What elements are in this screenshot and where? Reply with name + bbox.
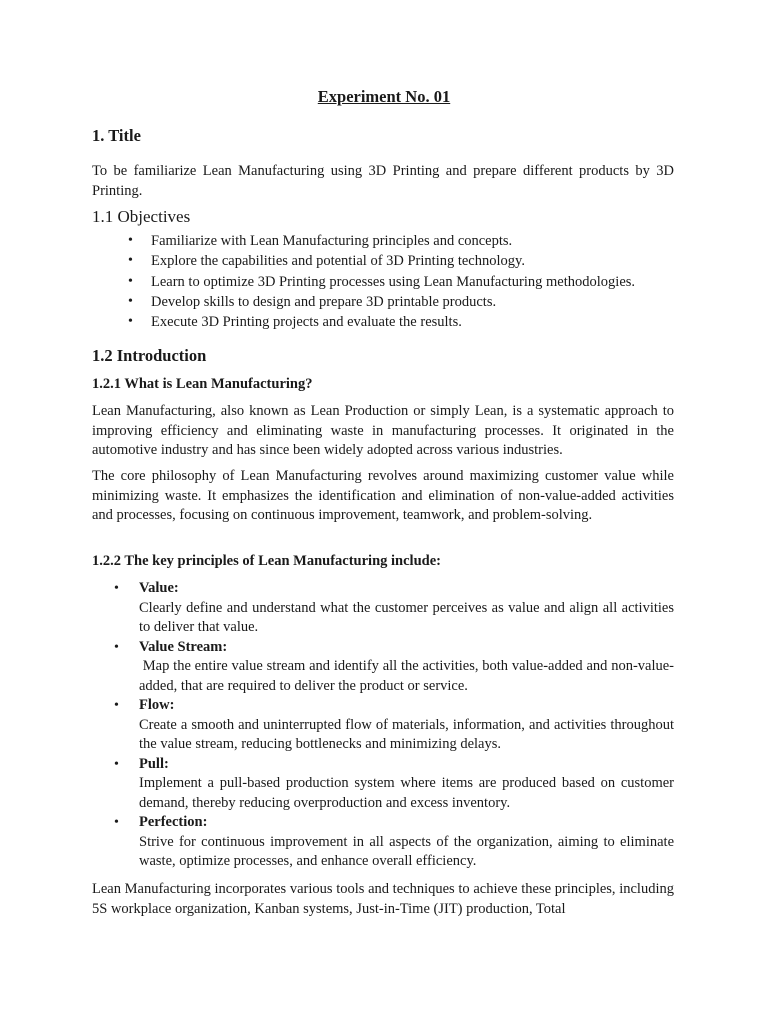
principle-description: Create a smooth and uninterrupted flow of materials, information, and activities throughout the value stream, reducing bottlenecks and minimizing delays. <box>139 716 674 752</box>
bullet-icon: • <box>128 233 133 248</box>
principles-list <box>92 579 674 872</box>
title-text: To be familiarize Lean Manufacturing using 3D Printing and prepare different products by 3D Printing. <box>92 163 674 199</box>
bullet-icon: • <box>114 698 119 713</box>
principle-item <box>92 696 674 755</box>
objective-item <box>92 292 674 312</box>
objective-text: Execute 3D Printing projects and evaluate the results. <box>151 314 462 331</box>
bullet-icon: • <box>114 815 119 830</box>
principle-description: Implement a pull-based production system where items are produced based on customer demand, thereby reducing overproduction and excess inventory. <box>139 775 674 811</box>
principle-description: Clearly define and understand what the customer perceives as value and align all activities to deliver that value. <box>139 599 674 635</box>
principle-item <box>92 579 674 638</box>
paragraph-tools-techniques: Lean Manufacturing incorporates various tools and techniques to achieve these principles, including 5S workplace organization, Kanban systems, Just-in-Time (JIT) production, Total <box>92 881 674 917</box>
paragraph-core-philosophy: The core philosophy of Lean Manufacturing revolves around maximizing customer value while minimizing waste. It emphasizes the identification and elimination of non-value-added activities and processes, focusing on continuous improvement, teamwork, and problem-solving. <box>92 468 674 523</box>
bullet-icon: • <box>114 756 119 772</box>
principle-name: Value: <box>139 580 179 596</box>
subheading-what-is-lean: 1.2.1 What is Lean Manufacturing? <box>92 376 313 392</box>
principle-description: Strive for continuous improvement in all aspects of the organization, aiming to eliminate waste, optimize processes, and enhance overall efficiency. <box>139 833 674 869</box>
subheading-key-principles: 1.2.2 The key principles of Lean Manufacturing include: <box>92 553 441 569</box>
section-heading-title: 1. Title <box>92 126 141 145</box>
principle-name: Value Stream: <box>139 638 228 655</box>
principle-item <box>92 638 674 697</box>
principle-item <box>92 813 674 872</box>
principle-description: Map the entire value stream and identify all the activities, both value-added and non-value-added, that are required to deliver the product or service. <box>139 658 674 694</box>
principle-name: Perfection: <box>139 814 208 830</box>
paragraph-lean-definition: Lean Manufacturing, also known as Lean Production or simply Lean, is a systematic approach to improving efficiency and eliminating waste in manufacturing processes. It originated in the automotive industry and has since been widely adopted across various industries. <box>92 403 674 458</box>
bullet-icon: • <box>128 273 133 289</box>
principle-name: Flow: <box>139 697 175 713</box>
objective-text: Develop skills to design and prepare 3D printable products. <box>151 293 497 310</box>
objective-item <box>92 251 674 271</box>
bullet-icon: • <box>128 314 133 330</box>
bullet-icon: • <box>128 293 133 309</box>
objective-text: Explore the capabilities and potential of 3D Printing technology. <box>151 253 525 270</box>
bullet-icon: • <box>128 253 133 269</box>
objective-text: Learn to optimize 3D Printing processes using Lean Manufacturing methodologies. <box>151 273 636 290</box>
objective-text: Familiarize with Lean Manufacturing principles and concepts. <box>151 233 513 249</box>
principle-name: Pull: <box>139 755 169 772</box>
objective-item <box>92 272 674 292</box>
principle-item <box>92 755 674 814</box>
document-title: Experiment No. 01 <box>317 87 451 106</box>
introduction-heading: 1.2 Introduction <box>92 346 207 365</box>
bullet-icon: • <box>114 639 119 655</box>
objective-item <box>92 231 674 251</box>
objectives-heading: 1.1 Objectives <box>92 207 191 226</box>
objective-item <box>92 312 674 332</box>
bullet-icon: • <box>114 581 119 596</box>
objectives-list <box>92 231 674 332</box>
